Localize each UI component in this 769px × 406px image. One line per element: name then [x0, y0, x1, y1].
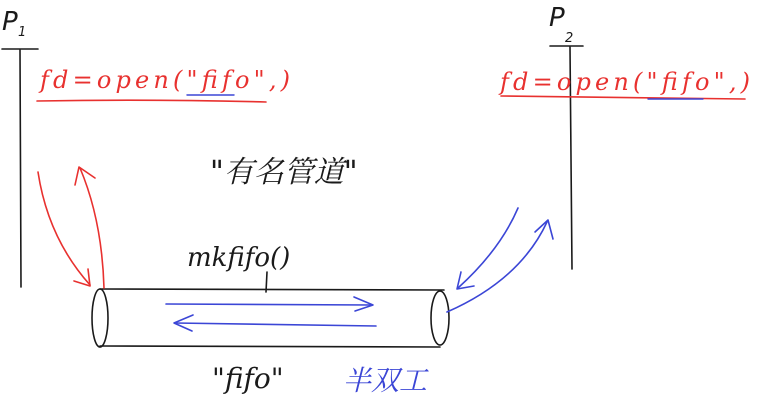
p1-write-arrow [38, 172, 90, 286]
half-duplex-label: 半双工 [343, 364, 428, 397]
open-call-p2-underline [501, 96, 745, 99]
open-call-p1-text: fd=open("fifo",) [40, 66, 290, 94]
p1-read-arrow [75, 167, 104, 288]
pipe-bottom-edge [100, 346, 440, 347]
process-p2-subscript: 2 [565, 31, 574, 46]
flow-arrow-left [174, 315, 376, 331]
process-p2 [549, 3, 583, 269]
process-p2-label: P [549, 3, 565, 33]
p2-read-arrow [447, 220, 553, 312]
open-call-p1 [37, 66, 290, 102]
mkfifo-label: mkfifo() [187, 243, 291, 273]
process-p1 [2, 7, 38, 287]
process-p1-label: P [2, 7, 18, 37]
pipe-top-edge [100, 289, 444, 290]
pipe-right-end [431, 291, 449, 345]
open-call-p2-text: fd=open("fifo",) [500, 68, 750, 96]
pipe-cylinder [92, 289, 449, 347]
open-call-p1-underline [37, 100, 266, 102]
named-pipe-title: "有名管道" [210, 155, 358, 190]
flow-arrow-right [166, 297, 373, 311]
process-p1-timeline [20, 50, 21, 287]
p2-write-arrow [457, 208, 518, 289]
open-call-p2 [498, 68, 750, 99]
pipe-name-label: "fifo" [212, 362, 284, 395]
process-p1-subscript: 1 [18, 25, 27, 40]
pipe-left-end [92, 289, 108, 347]
